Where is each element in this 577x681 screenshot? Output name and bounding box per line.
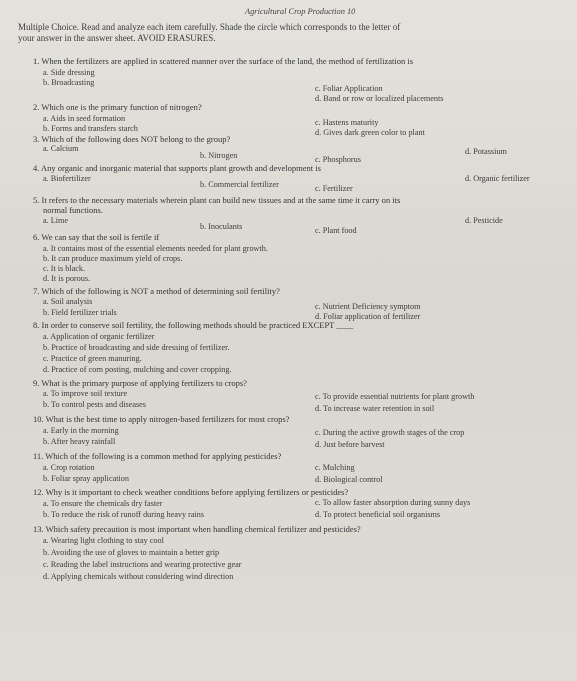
option-4c: c. Fertilizer [315,184,353,193]
option-12d: d. To protect beneficial soil organisms [315,510,441,519]
question-10: 10. What is the best time to apply nitrogen-based fertilizers for most crops? [33,414,290,424]
option-10b: b. After heavy rainfall [43,437,116,446]
option-8b: b. Practice of broadcasting and side dressing of fertilizer. [43,343,230,352]
option-12a: a. To ensure the chemicals dry faster [43,499,163,508]
question-2: 2. Which one is the primary function of nitrogen? [33,102,202,112]
option-9a: a. To improve soil texture [43,389,128,398]
option-3c: c. Phosphorus [315,155,361,164]
option-7a: a. Soil analysis [43,297,93,306]
question-13: 13. Which safety precaution is most important when handling chemical fertilizer and pesticides? [33,524,361,534]
instructions-line-2: your answer in the answer sheet. AVOID ERASURES. [18,33,216,43]
option-1d: d. Band or row or localized placements [315,94,444,103]
question-6: 6. We can say that the soil is fertile if [33,232,160,242]
option-4d: d. Organic fertilizer [465,174,530,183]
option-1b: b. Broadcasting [43,78,95,87]
option-2d: d. Gives dark green color to plant [315,128,425,137]
option-13a: a. Wearing light clothing to stay cool [43,536,164,545]
option-8c: c. Practice of green manuring. [43,354,142,363]
option-5a: a. Lime [43,216,69,225]
option-13b: b. Avoiding the use of gloves to maintain a better grip [43,548,220,557]
option-4a: a. Biofertilizer [43,174,91,183]
option-5d: d. Pesticide [465,216,503,225]
option-6d: d. It is porous. [43,274,91,283]
option-10a: a. Early in the morning [43,426,119,435]
question-3: 3. Which of the following does NOT belong to the group? [33,134,231,144]
question-7: 7. Which of the following is NOT a method of determining soil fertility? [33,286,280,296]
option-5b: b. Inoculants [200,222,243,231]
question-5-line-1: 5. It refers to the necessary materials wherein plant can build new tissues and at the same time it carry on its [33,195,401,205]
option-12c: c. To allow faster absorption during sunny days [315,498,471,507]
option-9d: d. To increase water retention in soil [315,404,435,413]
option-8a: a. Application of organic fertilizer [43,332,155,341]
option-9c: c. To provide essential nutrients for plant growth [315,392,475,401]
question-1: 1. When the fertilizers are applied in scattered manner over the surface of the land, the method of fertilization is [33,56,414,66]
question-5-line-2: normal functions. [43,205,103,215]
option-10d: d. Just before harvest [315,440,385,449]
option-3b: b. Nitrogen [200,151,238,160]
option-10c: c. During the active growth stages of the crop [315,428,465,437]
option-7c: c. Nutrient Deficiency symptom [315,302,421,311]
option-6c: c. It is black. [43,264,86,273]
option-11c: c. Mulching [315,463,355,472]
option-2c: c. Hastens maturity [315,118,379,127]
option-5c: c. Plant food [315,226,357,235]
option-11a: a. Crop rotation [43,463,95,472]
option-6b: b. It can produce maximum yield of crops. [43,254,183,263]
option-11b: b. Foliar spray application [43,474,129,483]
option-12b: b. To reduce the risk of runoff during heavy rains [43,510,205,519]
page-header: Agricultural Crop Production 10 [245,7,356,16]
option-2b: b. Forms and transfers starch [43,124,138,133]
option-9b: b. To control pests and diseases [43,400,146,409]
option-1c: c. Foliar Application [315,84,383,93]
question-4: 4. Any organic and inorganic material that supports plant growth and development is [33,163,321,173]
option-8d: d. Practice of corn posting, mulching and cover cropping. [43,365,232,374]
option-6a: a. It contains most of the essential elements needed for plant growth. [43,244,268,253]
option-7b: b. Field fertilizer trials [43,308,117,317]
option-13c: c. Reading the label instructions and wearing protective gear [43,560,242,569]
question-11: 11. Which of the following is a common method for applying pesticides? [33,451,282,461]
option-1a: a. Side dressing [43,68,95,77]
option-11d: d. Biological control [315,475,383,484]
question-8: 8. In order to conserve soil fertility, the following methods should be practiced EXCEPT ____ [33,320,354,330]
question-12: 12. Why is it important to check weather conditions before applying fertilizers or pesticides? [33,487,349,497]
option-2a: a. Aids in seed formation [43,114,126,123]
option-4b: b. Commercial fertilizer [200,180,279,189]
option-3d: d. Potassium [465,147,507,156]
question-9: 9. What is the primary purpose of applying fertilizers to crops? [33,378,247,388]
option-7d: d. Foliar application of fertilizer [315,312,421,321]
instructions-line-1: Multiple Choice. Read and analyze each item carefully. Shade the circle which corresponds to the letter of [18,22,401,32]
option-3a: a. Calcium [43,144,79,153]
option-13d: d. Applying chemicals without considering wind direction [43,572,234,581]
